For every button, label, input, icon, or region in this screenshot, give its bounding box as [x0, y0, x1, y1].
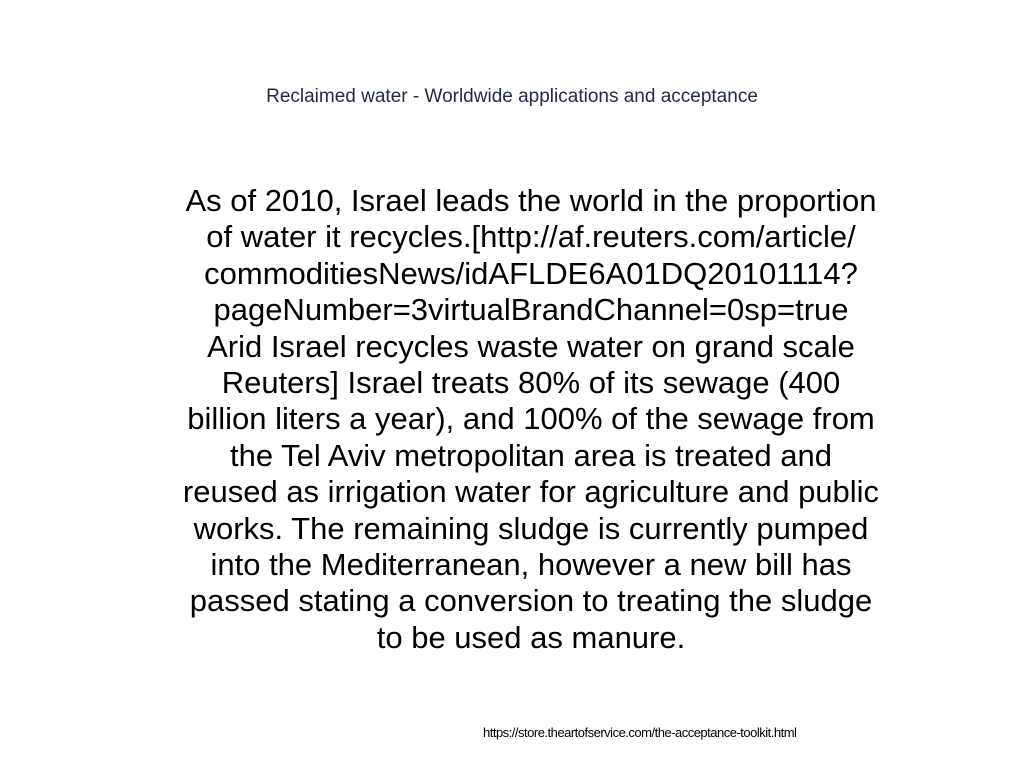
body-line: reused as irrigation water for agriculture and public [182, 474, 880, 510]
slide-title: Reclaimed water - Worldwide applications and acceptance [266, 86, 758, 107]
body-line: of water it recycles.[http://af.reuters.com/article/ [206, 219, 856, 255]
body-line: Arid Israel recycles waste water on grand scale [207, 328, 855, 364]
slide-body-text [96, 183, 966, 656]
body-line: to be used as manure. [376, 619, 686, 655]
body-line: the Tel Aviv metropolitan area is treated and [229, 437, 832, 473]
body-line: billion liters a year), and 100% of the sewage from [187, 401, 875, 437]
footer-url-link[interactable]: https://store.theartofservice.com/the-acceptance-toolkit.html [483, 725, 797, 740]
body-line: pageNumber=3virtualBrandChannel=0sp=true [213, 292, 849, 328]
body-line: works. The remaining sludge is currently pumped [193, 510, 869, 546]
body-line: into the Mediterranean, however a new bill has [210, 547, 852, 583]
body-line: passed stating a conversion to treating the sludge [189, 583, 873, 619]
body-line: As of 2010, Israel leads the world in the proportion [185, 183, 877, 218]
body-line: commoditiesNews/idAFLDE6A01DQ20101114? [204, 255, 858, 291]
body-line: Reuters] Israel treats 80% of its sewage (400 [221, 365, 841, 401]
